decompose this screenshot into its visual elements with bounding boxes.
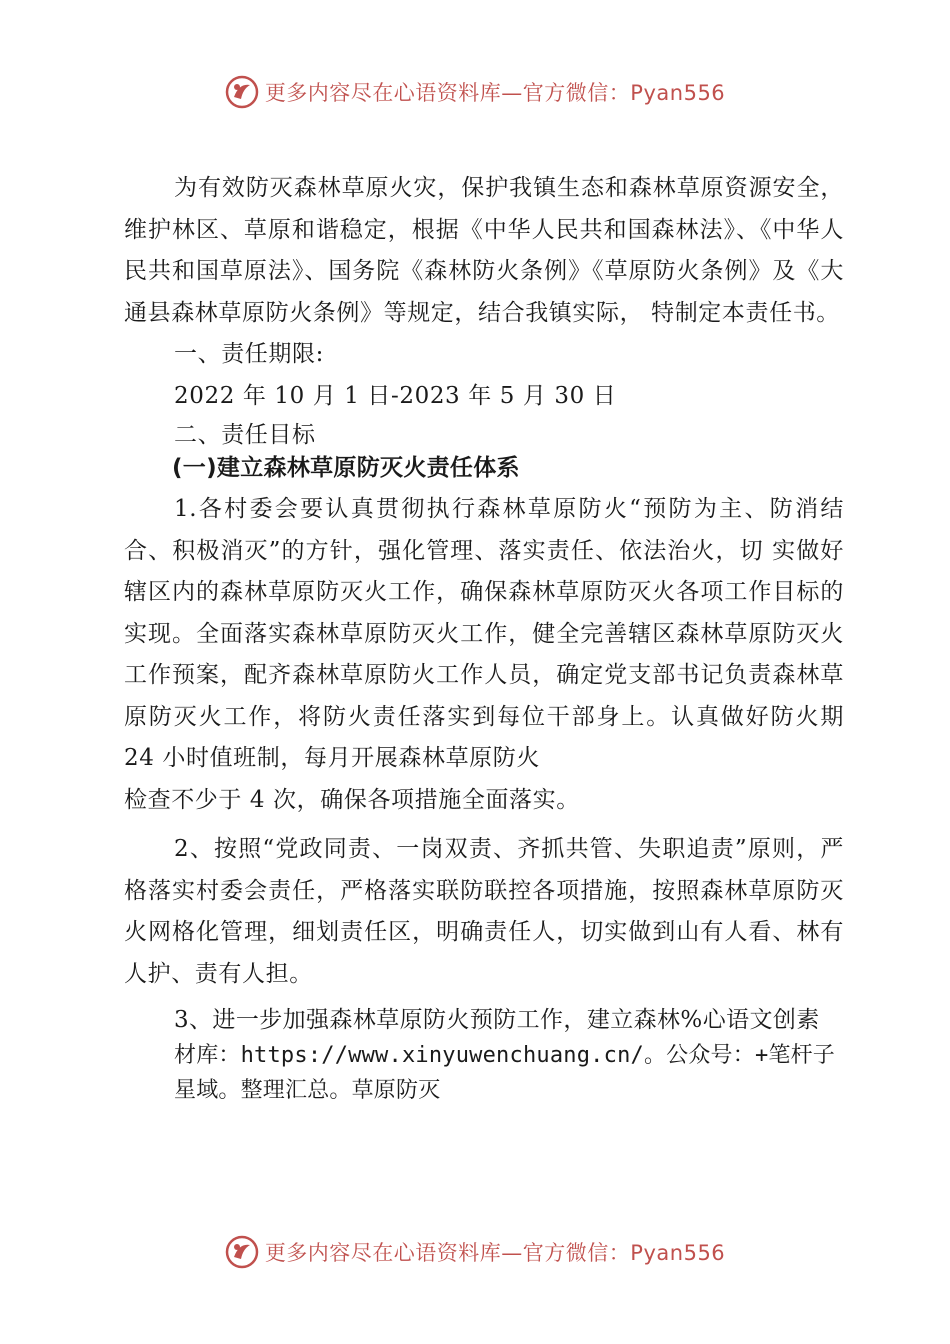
- header-banner-text: 更多内容尽在心语资料库—官方微信：Pyan556: [264, 81, 726, 105]
- header-banner: [0, 70, 950, 114]
- brand-logo-icon: [225, 1235, 259, 1269]
- section1-period: 2022 年 10 月 1 日-2023 年 5 月 30 日: [174, 382, 617, 409]
- subsection1-title: (一)建立森林草原防灭火责任体系: [172, 455, 520, 481]
- item3-line1: 3、进一步加强森林草原防火预防工作，建立森林%心语文创素: [174, 1007, 820, 1033]
- footer-banner: [0, 1230, 950, 1274]
- item2-paragraph: 2、按照“党政同责、一岗双责、齐抓共管、失职追责”原则，严格落实村委会责任，严格落实联防联控各项措施，按照森林草原防灭火网格化管理，细划责任区，明确责任人，切实做到山有人看、林有人护、责有人担。: [124, 836, 844, 987]
- brand-logo-icon: [225, 75, 259, 109]
- item3-line2: 材库：https://www.xinyuwenchuang.cn/。公众号：+笔杆子: [174, 1043, 835, 1068]
- item1-paragraph: 1.各村委会要认真贯彻执行森林草原防火“预防为主、防消结合、积极消灭”的方针，强化管理、落实责任、依法治火，切 实做好辖区内的森林草原防灭火工作，确保森林草原防灭火各项工作目标的实现。全面落实森林草原防灭火工作，健全完善辖区森林草原防灭火工作预案，配齐森林草原防火工作人员，确定党支部书记负责森林草原防灭火工作，将防火责任落实到每位干部身上。认真做好防火期 24 小时值班制，每月开展森林草原防火: [124, 496, 844, 771]
- item3-line3: 星域。整理汇总。草原防灭: [174, 1078, 441, 1103]
- section2-title: 二、责任目标: [174, 422, 316, 448]
- section1-title: 一、责任期限:: [174, 341, 324, 367]
- item1-continuation: 检查不少于 4 次，确保各项措施全面落实。: [124, 786, 580, 813]
- footer-banner-text: 更多内容尽在心语资料库—官方微信：Pyan556: [264, 1241, 726, 1265]
- document-body: [124, 168, 844, 1108]
- intro-paragraph: 为有效防灭森林草原火灾，保护我镇生态和森林草原资源安全，维护林区、草原和谐稳定，根据《中华人民共和国森林法》、《中华人民共和国草原法》、国务院《森林防火条例》《草原防火条例》及《大通县森林草原防火条例》等规定，结合我镇实际， 特制定本责任书。: [124, 175, 844, 326]
